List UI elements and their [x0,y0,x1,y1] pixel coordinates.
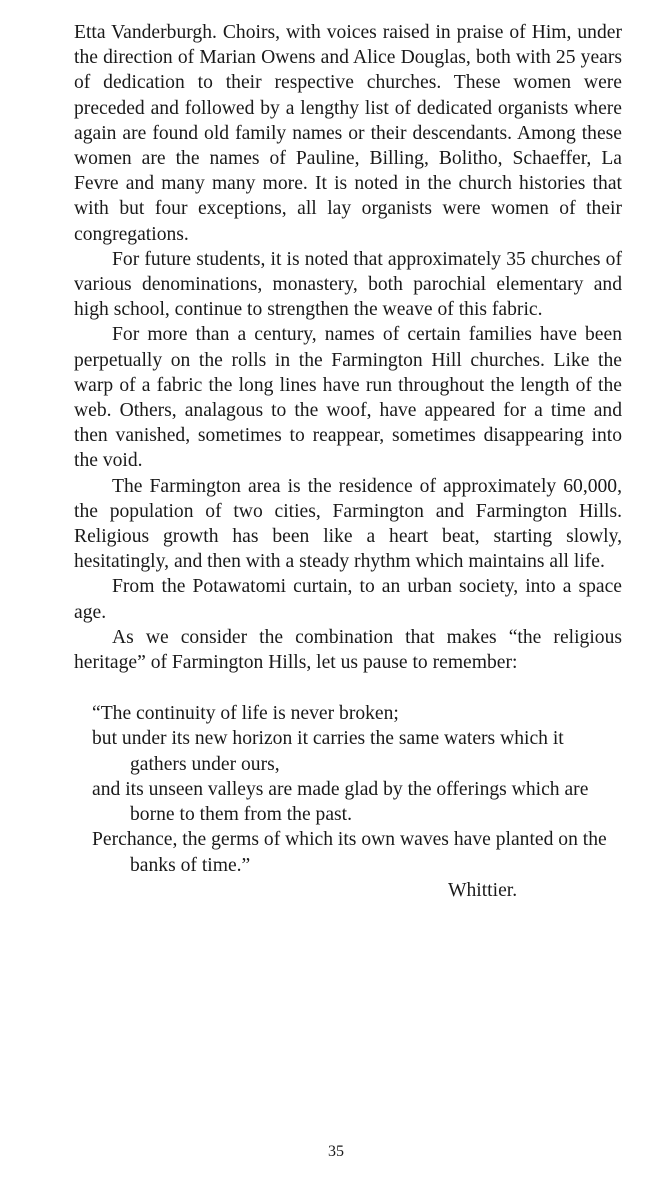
poem-line: and its unseen valleys are made glad by the offerings which are borne to them from the past. [92,778,589,826]
page-body [74,20,622,903]
paragraph-farmington-area: The Farmington area is the residence of approximately 60,000, the population of two cities, Farmington and Farmington Hills. Religious growth has been like a heart beat, starting slowly, hesitatingly, and then with a steady rhythm which maintains all life. [74,475,622,573]
page-number: 35 [328,1143,344,1160]
paragraph-choirs-organists: Etta Vanderburgh. Choirs, with voices raised in praise of Him, under the direction of Marian Owens and Alice Douglas, both with 25 years of dedication to their respective churches. These women were preceded and followed by a lengthy list of dedicated organists where again are found old family names or their descendants. Among these women are the names of Pauline, Billing, Bolitho, Schaeffer, La Fevre and many many more. It is noted in the church histories that with but four exceptions, all lay organists were women of their congregations. [74,22,622,245]
poem-attribution: Whittier. [448,879,518,901]
paragraph-future-students: For future students, it is noted that approximately 35 churches of various denominations, monastery, both parochial elementary and high school, continue to strengthen the weave of this fabric. [74,248,622,321]
paragraph-family-names: For more than a century, names of certain families have been perpetually on the rolls in the Farmington Hill churches. Like the warp of a fabric the long lines have run throughout the length of the web. Others, analagous to the woof, have appeared for a time and then vanished, sometimes to reappear, sometimes disappearing into the void. [74,324,622,472]
poem-line: “The continuity of life is never broken; [92,703,399,725]
poem-line: Perchance, the germs of which its own waves have planted on the banks of time.” [92,829,607,876]
paragraph-religious-heritage: As we consider the combination that makes “the religious heritage” of Farmington Hills, let us pause to remember: [74,626,622,674]
poem-quote [92,701,622,903]
paragraph-potawatomi: From the Potawatomi curtain, to an urban society, into a space age. [74,576,622,623]
poem-line: but under its new horizon it carries the same waters which it gathers under ours, [92,728,564,775]
